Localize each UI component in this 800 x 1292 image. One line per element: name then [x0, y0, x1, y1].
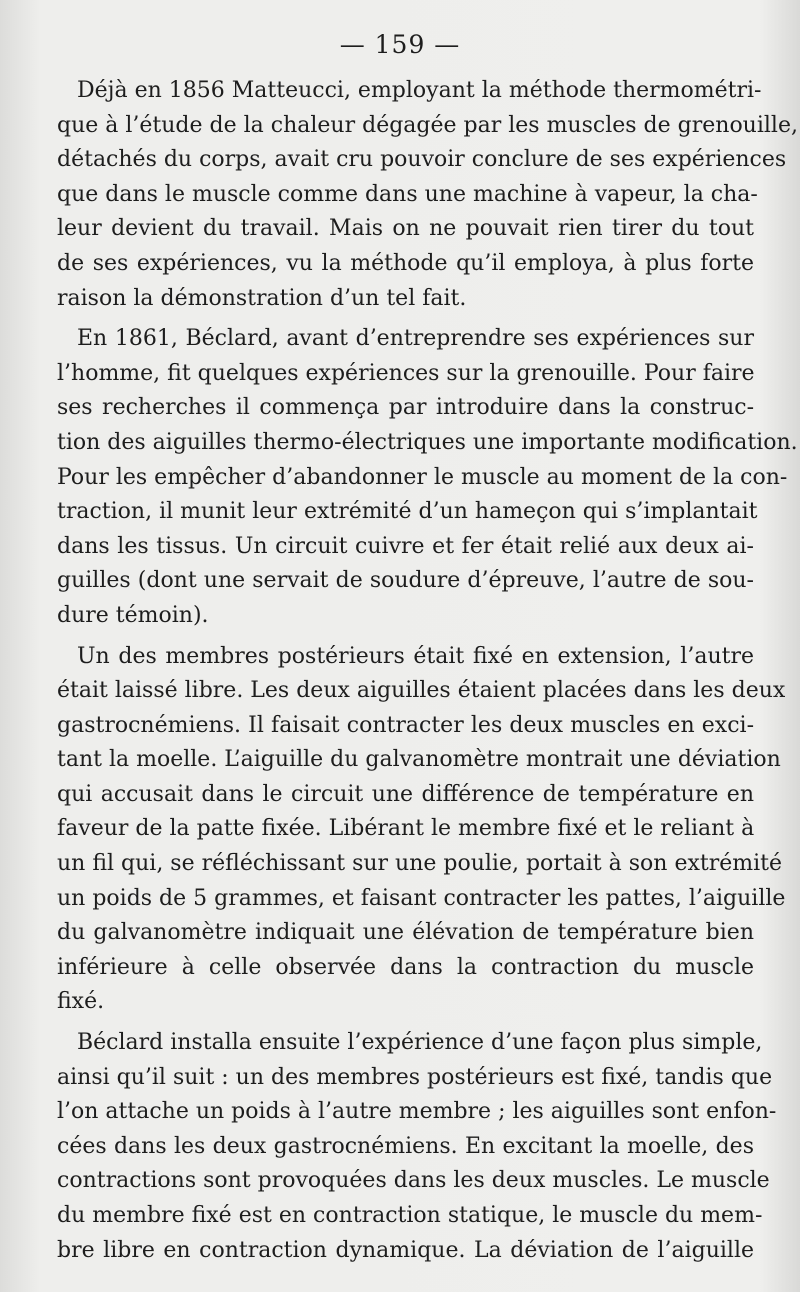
text-line: tion des aiguilles thermo-électriques une importante modification. [57, 429, 798, 455]
text-line: tant la moelle. L’aiguille du galvanomètre montrait une déviation [57, 747, 781, 773]
text-line: l’on attache un poids à l’autre membre ; les aiguilles sont enfon- [57, 1099, 777, 1125]
paragraph [57, 322, 798, 633]
text-line: détachés du corps, avait cru pouvoir conclure de ses expériences [57, 147, 787, 173]
text-line: ainsi qu’il suit : un des membres postérieurs est fixé, tandis que [57, 1064, 773, 1090]
text-line: l’homme, fit quelques expériences sur la grenouille. Pour faire [57, 360, 755, 386]
body-text [57, 74, 798, 1274]
paragraph [57, 74, 798, 316]
text-line: Pour les empêcher d’abandonner le muscle au moment de la con- [57, 464, 788, 490]
text-line: contractions sont provoquées dans les deux muscles. Le muscle [57, 1168, 770, 1194]
text-line: raison la démonstration d’un tel fait. [57, 285, 467, 311]
text-line: bre libre en contraction dynamique. La déviation de l’aiguille [57, 1237, 754, 1263]
text-line: dans les tissus. Un circuit cuivre et fer était relié aux deux ai- [57, 533, 754, 559]
text-line: du galvanomètre indiquait une élévation de température bien [57, 920, 754, 946]
text-line: gastrocnémiens. Il faisait contracter les deux muscles en exci- [57, 712, 754, 738]
text-line: dure témoin). [57, 602, 209, 628]
text-line: de ses expériences, vu la méthode qu’il employa, à plus forte [57, 250, 754, 276]
text-line: inférieure à celle observée dans la contraction du muscle [57, 954, 754, 980]
paragraph [57, 640, 786, 1021]
text-line: que à l’étude de la chaleur dégagée par les muscles de grenouille, [57, 112, 798, 138]
text-line: cées dans les deux gastrocnémiens. En excitant la moelle, des [57, 1133, 754, 1159]
page-number: — 159 — [339, 30, 461, 59]
text-line: était laissé libre. Les deux aiguilles étaient placées dans les deux [57, 678, 786, 704]
text-line: En 1861, Béclard, avant d’entreprendre ses expériences sur [77, 326, 754, 352]
text-line: Déjà en 1856 Matteucci, employant la méthode thermométri- [77, 78, 762, 103]
text-line: fixé. [57, 989, 105, 1015]
text-line: ses recherches il commença par introduire dans la construc- [57, 395, 754, 421]
text-line: Béclard installa ensuite l’expérience d’une façon plus simple, [77, 1030, 763, 1056]
text-line: leur devient du travail. Mais on ne pouvait rien tirer du tout [57, 216, 754, 242]
text-line: Un des membres postérieurs était fixé en extension, l’autre [77, 643, 754, 669]
text-line: faveur de la patte fixée. Libérant le membre fixé et le reliant à [57, 816, 755, 842]
text-line: un fil qui, se réfléchissant sur une poulie, portait à son extrémité [57, 851, 783, 877]
text-line: du membre fixé est en contraction statique, le muscle du mem- [57, 1203, 763, 1228]
paragraph [57, 1026, 777, 1268]
text-line: traction, il munit leur extrémité d’un hameçon qui s’implantait [57, 499, 758, 525]
text-line: un poids de 5 grammes, et faisant contracter les pattes, l’aiguille [57, 885, 786, 911]
text-line: que dans le muscle comme dans une machine à vapeur, la cha- [57, 181, 758, 207]
text-line: qui accusait dans le circuit une différence de température en [57, 781, 754, 807]
text-line: guilles (dont une servait de soudure d’épreuve, l’autre de sou- [57, 568, 754, 594]
